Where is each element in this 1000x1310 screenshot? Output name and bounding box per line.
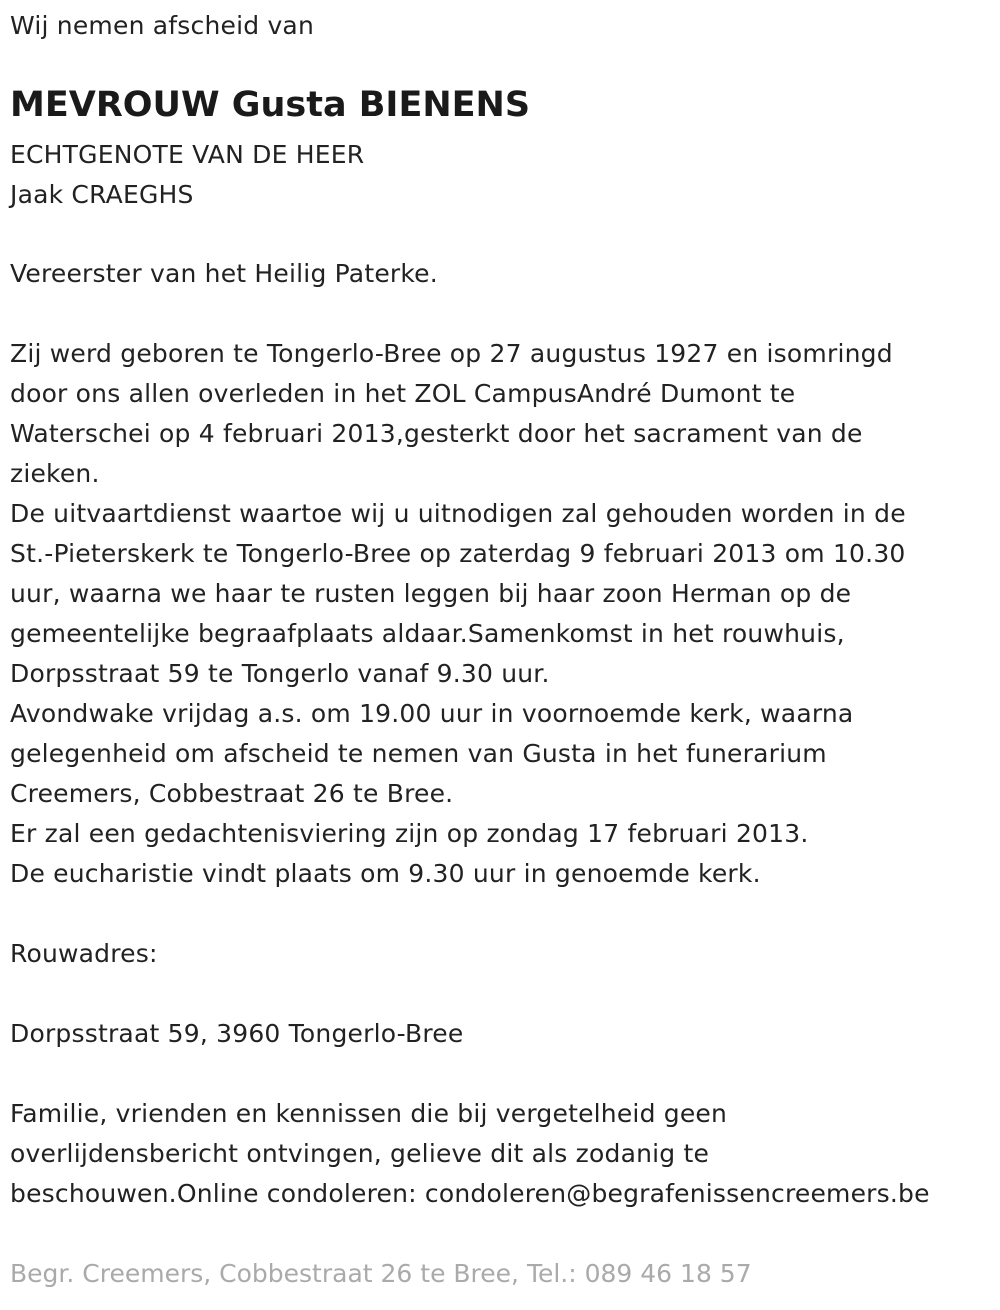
rouwadres-address: Dorpsstraat 59, 3960 Tongerlo-Bree	[10, 1019, 464, 1048]
closing-line: Familie, vrienden en kennissen die bij vergetelheid geen	[10, 1099, 728, 1128]
body-line: De uitvaartdienst waartoe wij u uitnodigen zal gehouden worden in de	[10, 499, 906, 528]
intro-text: Wij nemen afscheid van	[10, 11, 314, 40]
funeral-home-footer: Begr. Creemers, Cobbestraat 26 te Bree, Tel.: 089 46 18 57	[10, 1259, 752, 1288]
body-line: gelegenheid om afscheid te nemen van Gusta in het funerarium	[10, 739, 827, 768]
closing-line: beschouwen.Online condoleren: condoleren@begrafenissencreemers.be	[10, 1179, 930, 1208]
body-line: Er zal een gedachtenisviering zijn op zondag 17 februari 2013.	[10, 819, 809, 848]
body-line: zieken.	[10, 459, 100, 488]
rouwadres-label: Rouwadres:	[10, 939, 158, 968]
deceased-name: MEVROUW Gusta BIENENS	[10, 85, 531, 125]
closing-note	[10, 1094, 930, 1214]
honorary-title: Vereerster van het Heilig Paterke.	[10, 259, 438, 288]
body-line: gemeentelijke begraafplaats aldaar.Samenkomst in het rouwhuis,	[10, 619, 845, 648]
body-line: Avondwake vrijdag a.s. om 19.00 uur in voornoemde kerk, waarna	[10, 699, 854, 728]
announcement-body	[10, 334, 906, 894]
body-line: uur, waarna we haar te rusten leggen bij haar zoon Herman op de	[10, 579, 852, 608]
body-line: St.-Pieterskerk te Tongerlo-Bree op zaterdag 9 februari 2013 om 10.30	[10, 539, 906, 568]
closing-line: overlijdensbericht ontvingen, gelieve dit als zodanig te	[10, 1139, 710, 1168]
body-line: Dorpsstraat 59 te Tongerlo vanaf 9.30 uur.	[10, 659, 550, 688]
body-line: door ons allen overleden in het ZOL CampusAndré Dumont te	[10, 379, 796, 408]
body-line: De eucharistie vindt plaats om 9.30 uur in genoemde kerk.	[10, 859, 761, 888]
body-line: Zij werd geboren te Tongerlo-Bree op 27 augustus 1927 en isomringd	[10, 339, 893, 368]
body-line: Creemers, Cobbestraat 26 te Bree.	[10, 779, 454, 808]
spouse-line: ECHTGENOTE VAN DE HEER	[10, 140, 365, 169]
spouse-block	[10, 135, 364, 215]
spouse-line: Jaak CRAEGHS	[10, 180, 194, 209]
body-line: Waterschei op 4 februari 2013,gesterkt door het sacrament van de	[10, 419, 863, 448]
